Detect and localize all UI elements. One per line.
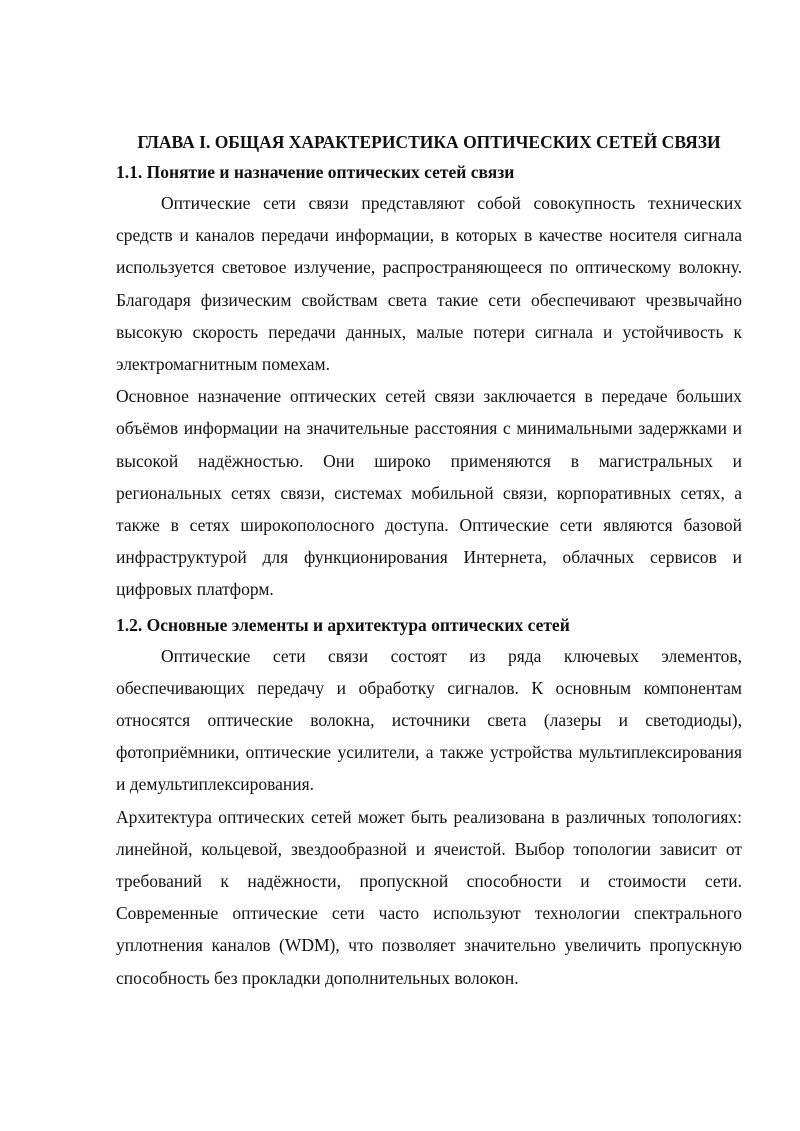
document-page bbox=[116, 132, 742, 994]
paragraph-1-1-a: Оптические сети связи представляют собой совокупность технических средств и каналов передачи информации, в которых в качестве носителя сигнала используется световое излучение, распространяющееся по оптическому волокну. Благодаря физическим свойствам света такие сети обеспечивают чрезвычайно высокую скорость передачи данных, малые потери сигнала и устойчивость к электромагнитным помехам. bbox=[116, 193, 742, 375]
section-heading-1-1: 1.1. Понятие и назначение оптических сетей связи bbox=[116, 162, 515, 182]
paragraph-1-1-b: Основное назначение оптических сетей связи заключается в передаче больших объёмов информации на значительные расстояния с минимальными задержками и высокой надёжностью. Они широко применяются в магистральных и региональных сетях связи, системах мобильной связи, корпоративных сетях, а также в сетях широкополосного доступа. Оптические сети являются базовой инфраструктурой для функционирования Интернета, облачных сервисов и цифровых платформ. bbox=[116, 386, 742, 600]
section-heading-1-2: 1.2. Основные элементы и архитектура оптических сетей bbox=[116, 614, 570, 635]
paragraph-1-2-a: Оптические сети связи состоят из ряда ключевых элементов, обеспечивающих передачу и обработку сигналов. К основным компонентам относятся оптические волокна, источники света (лазеры и светодиоды), фотоприёмники, оптические усилители, а также устройства мультиплексирования и демультиплексирования. bbox=[116, 645, 742, 795]
chapter-title: ГЛАВА I. ОБЩАЯ ХАРАКТЕРИСТИКА ОПТИЧЕСКИХ СЕТЕЙ СВЯЗИ bbox=[137, 132, 721, 152]
paragraph-1-2-b: Архитектура оптических сетей может быть реализована в различных топологиях: линейной, кольцевой, звездообразной и ячеистой. Выбор топологии зависит от требований к надёжности, пропускной способности и стоимости сети. Современные оптические сети часто используют технологии спектрального уплотнения каналов (WDM), что позволяет значительно увеличить пропускную способность без прокладки дополнительных волокон. bbox=[116, 806, 742, 988]
